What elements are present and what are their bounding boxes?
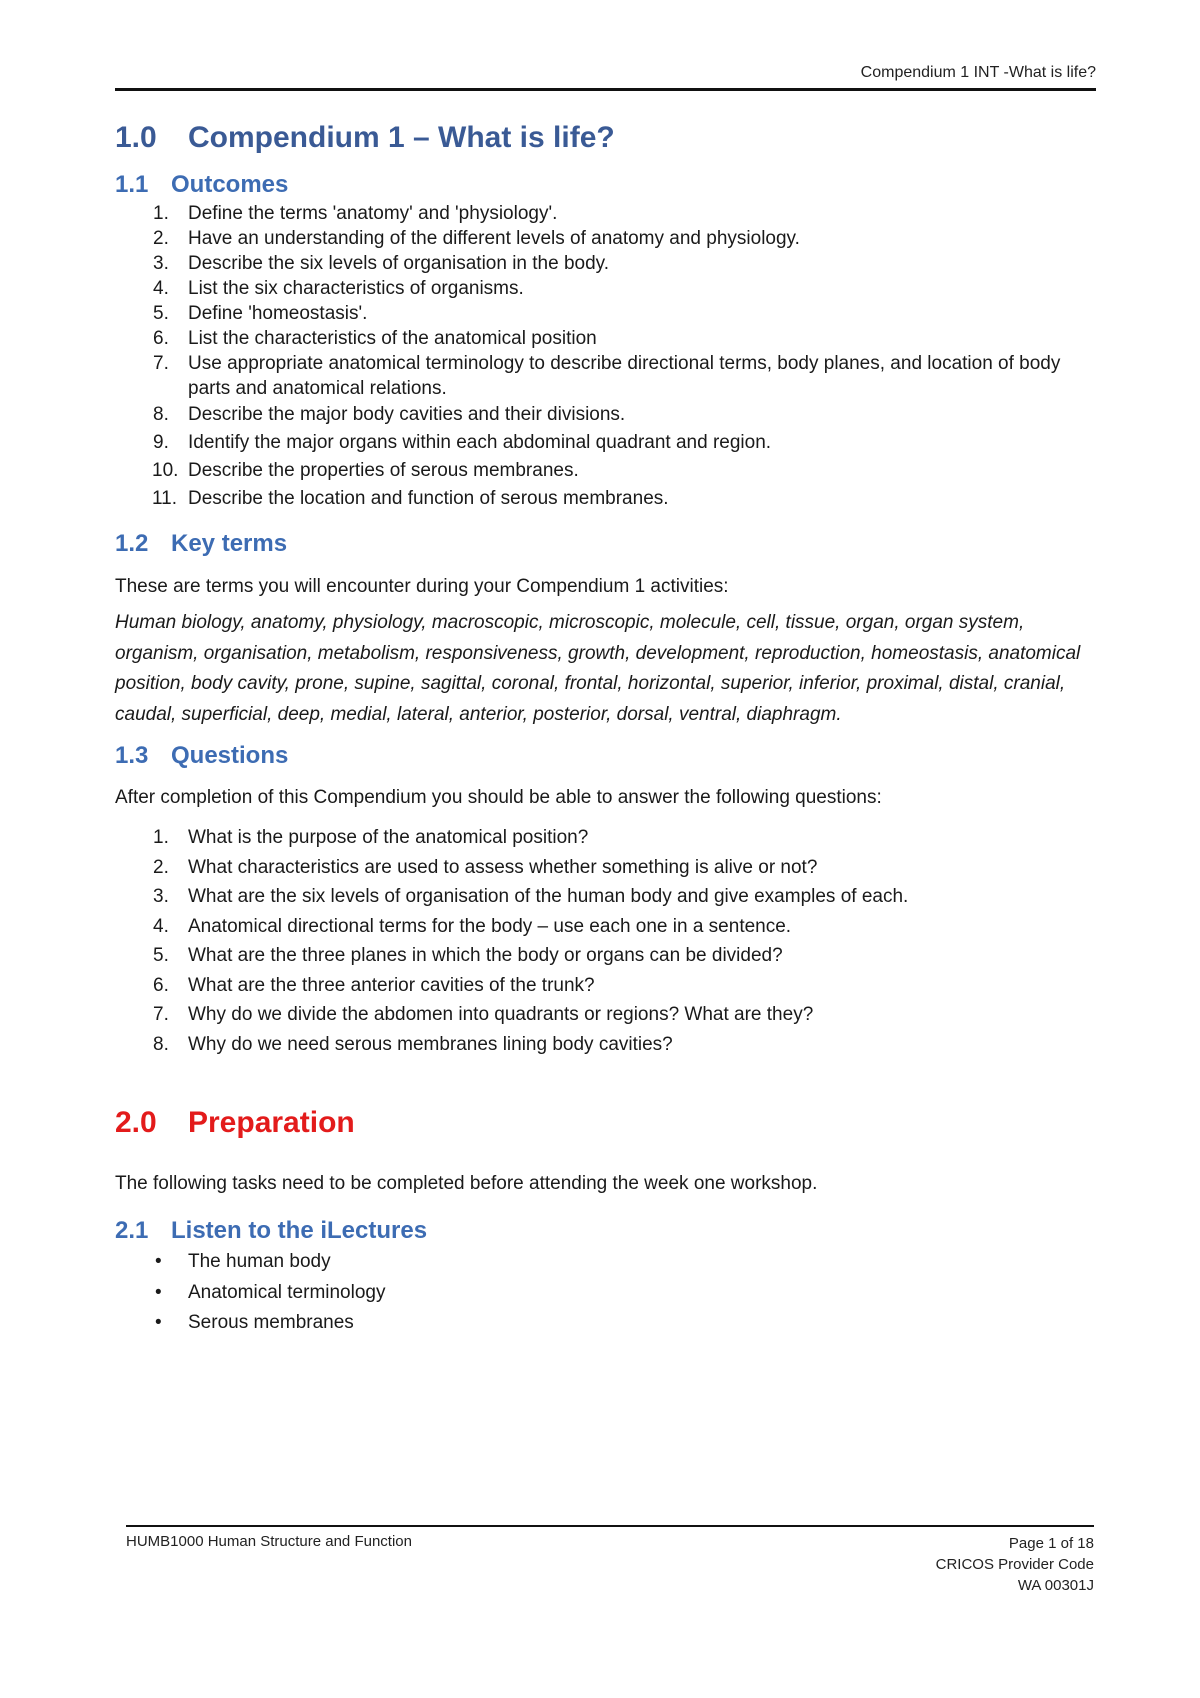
questions-list — [115, 823, 1095, 1059]
list-item: 4. Anatomical directional terms for the body – use each one in a sentence. — [153, 915, 792, 937]
section-1-title: Compendium 1 – What is life? — [188, 121, 615, 154]
running-header: Compendium 1 INT -What is life? — [115, 64, 1096, 91]
list-item: 8. Why do we need serous membranes lining body cavities? — [153, 1033, 673, 1055]
list-item: 4. List the six characteristics of organisms. — [153, 278, 524, 299]
list-item: • Anatomical terminology — [115, 1278, 1095, 1309]
section-1-heading — [115, 118, 1095, 158]
list-item: 5. Define 'homeostasis'. — [153, 303, 368, 324]
cricos-label: CRICOS Provider Code — [935, 1556, 1094, 1573]
list-item: 7. Use appropriate anatomical terminology to describe directional terms, body planes, and location of body parts and anatomical relations. — [153, 353, 1061, 399]
footer-divider-right — [584, 1525, 1094, 1527]
preparation-intro: The following tasks need to be completed before attending the week one workshop. — [115, 1173, 818, 1194]
key-terms-heading — [115, 528, 1095, 560]
section-2-title: Preparation — [188, 1106, 355, 1139]
key-terms-intro: These are terms you will encounter during your Compendium 1 activities: — [115, 576, 729, 597]
list-item: 7. Why do we divide the abdomen into quadrants or regions? What are they? — [153, 1004, 814, 1025]
list-item: 8. Describe the major body cavities and their divisions. — [153, 404, 626, 425]
list-item: 2. Have an understanding of the different levels of anatomy and physiology. — [153, 228, 800, 249]
bullet-icon: • — [155, 1312, 162, 1333]
list-item: 11. Describe the location and function of serous membranes. — [152, 488, 669, 509]
list-item: 10. Describe the properties of serous membranes. — [152, 460, 579, 481]
footer-divider-left — [126, 1525, 584, 1527]
key-terms-title: Key terms — [171, 530, 288, 557]
ilectures-list — [115, 1247, 1095, 1339]
bullet-icon: • — [155, 1251, 162, 1272]
footer-info — [936, 1533, 1094, 1596]
list-item: 9. Identify the major organs within each abdominal quadrant and region. — [153, 432, 772, 453]
list-item: 3. What are the six levels of organisation of the human body and give examples of each. — [153, 886, 909, 907]
list-item: 3. Describe the six levels of organisation in the body. — [153, 253, 610, 274]
section-2-number: 2.0 — [115, 1106, 157, 1139]
outcomes-heading — [115, 169, 1095, 201]
section-2-heading — [115, 1103, 1095, 1143]
section-1-number: 1.0 — [115, 121, 157, 154]
questions-number: 1.3 — [115, 742, 149, 769]
questions-intro: After completion of this Compendium you should be able to answer the following questions: — [115, 787, 882, 808]
outcomes-number: 1.1 — [115, 171, 149, 198]
list-item: 6. List the characteristics of the anatomical position — [153, 328, 597, 349]
list-item: • Serous membranes — [115, 1308, 1095, 1339]
cricos-code: WA 00301J — [1017, 1577, 1094, 1594]
ilectures-number: 2.1 — [115, 1217, 149, 1244]
questions-heading — [115, 740, 1095, 772]
page-number: Page 1 of 18 — [1008, 1535, 1094, 1552]
list-item: 1. What is the purpose of the anatomical position? — [153, 827, 589, 848]
list-item: 2. What characteristics are used to assess whether something is alive or not? — [153, 856, 818, 878]
list-item: • The human body — [115, 1247, 1095, 1278]
outcomes-title: Outcomes — [171, 171, 289, 198]
key-terms-number: 1.2 — [115, 530, 149, 557]
outcomes-list — [115, 201, 1095, 511]
page-content — [115, 118, 1095, 1339]
questions-title: Questions — [171, 742, 289, 769]
list-item: 6. What are the three anterior cavities of the trunk? — [153, 974, 595, 996]
list-item: 5. What are the three planes in which the body or organs can be divided? — [153, 945, 783, 966]
ilectures-title: Listen to the iLectures — [171, 1217, 428, 1244]
bullet-icon: • — [155, 1281, 162, 1303]
list-item: 1. Define the terms 'anatomy' and 'physiology'. — [153, 203, 558, 224]
key-terms-list: Human biology, anatomy, physiology, macroscopic, microscopic, molecule, cell, tissue, organ, organ system, organism, organisation, metabolism, responsiveness, growth, development, reproduction, homeostasis, anatomical position, body cavity, prone, supine, sagittal, coronal, frontal, horizontal, superior, inferior, proximal, distal, cranial, caudal, superficial, deep, medial, lateral, anterior, posterior, dorsal, ventral, diaphragm. — [115, 612, 1081, 725]
ilectures-heading — [115, 1215, 1095, 1247]
footer-course: HUMB1000 Human Structure and Function — [126, 1533, 412, 1550]
